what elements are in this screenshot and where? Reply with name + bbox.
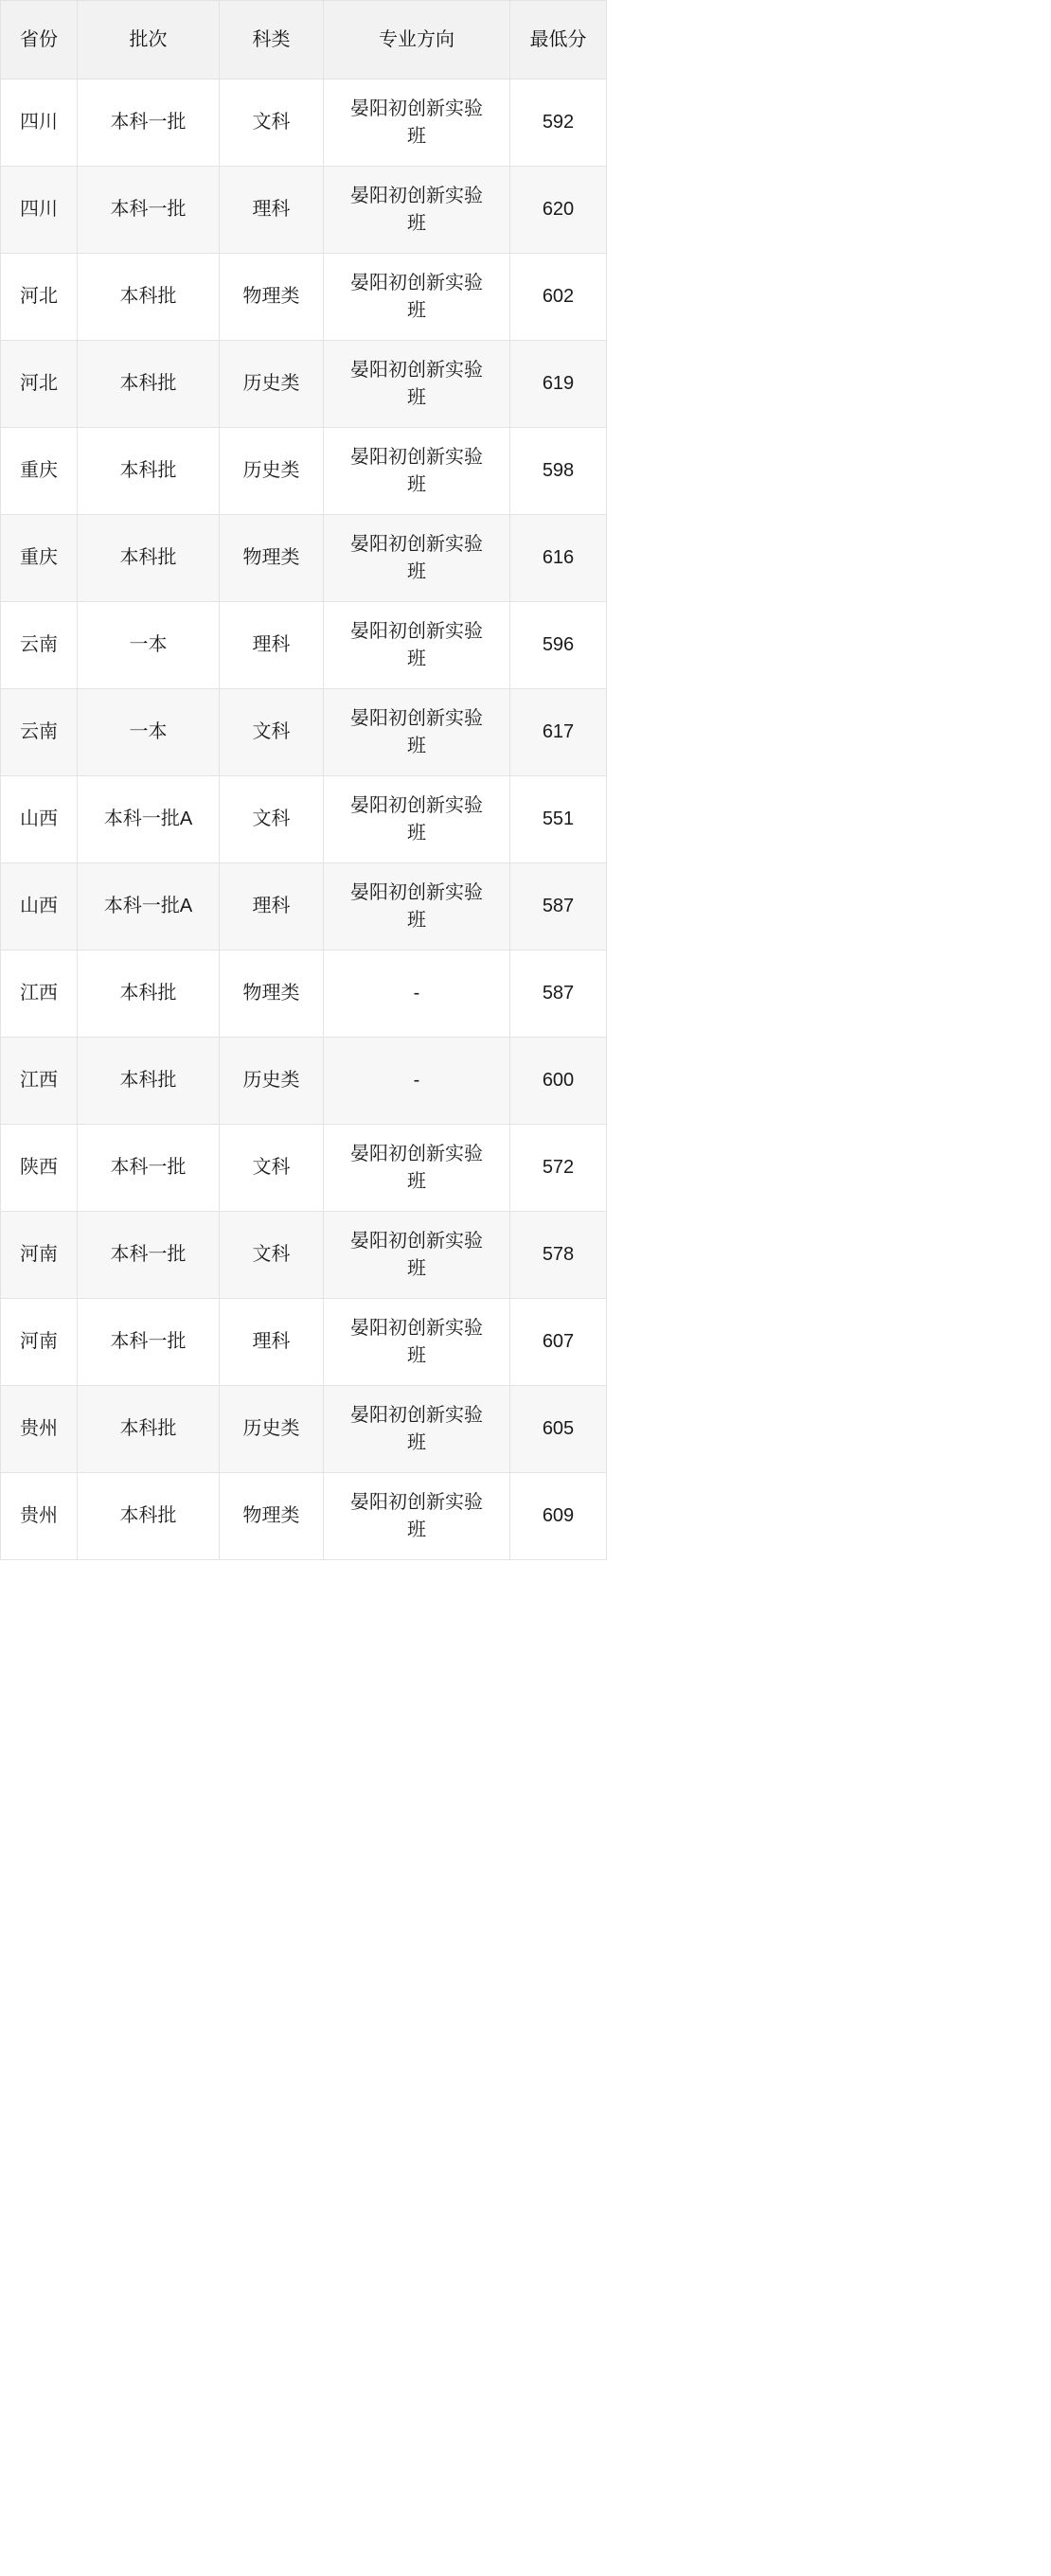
- cell-major: 晏阳初创新实验班: [324, 428, 510, 515]
- cell-min-score: 600: [510, 1038, 607, 1125]
- cell-province: 江西: [1, 1038, 78, 1125]
- cell-category: 文科: [220, 80, 324, 167]
- cell-batch: 本科批: [78, 515, 220, 602]
- cell-category: 理科: [220, 167, 324, 254]
- cell-province: 四川: [1, 80, 78, 167]
- cell-batch: 本科批: [78, 341, 220, 428]
- cell-province: 江西: [1, 950, 78, 1038]
- cell-major: 晏阳初创新实验班: [324, 1299, 510, 1386]
- cell-category: 理科: [220, 602, 324, 689]
- cell-province: 河南: [1, 1299, 78, 1386]
- cell-province: 山西: [1, 863, 78, 950]
- cell-major: 晏阳初创新实验班: [324, 689, 510, 776]
- cell-min-score: 620: [510, 167, 607, 254]
- cell-batch: 本科一批: [78, 167, 220, 254]
- cell-min-score: 578: [510, 1212, 607, 1299]
- cell-min-score: 605: [510, 1386, 607, 1473]
- cell-min-score: 598: [510, 428, 607, 515]
- cell-category: 历史类: [220, 341, 324, 428]
- table-row: [1, 863, 607, 950]
- table-header-row: [1, 1, 607, 80]
- column-header-min-score: 最低分: [510, 1, 607, 80]
- column-header-province: 省份: [1, 1, 78, 80]
- table-row: [1, 1299, 607, 1386]
- cell-major: 晏阳初创新实验班: [324, 602, 510, 689]
- cell-batch: 本科一批: [78, 1299, 220, 1386]
- cell-province: 河北: [1, 254, 78, 341]
- table-row: [1, 515, 607, 602]
- cell-min-score: 617: [510, 689, 607, 776]
- cell-category: 物理类: [220, 1473, 324, 1560]
- cell-category: 文科: [220, 776, 324, 863]
- cell-batch: 本科批: [78, 254, 220, 341]
- column-header-major: 专业方向: [324, 1, 510, 80]
- cell-min-score: 596: [510, 602, 607, 689]
- cell-batch: 本科批: [78, 1386, 220, 1473]
- cell-major: 晏阳初创新实验班: [324, 341, 510, 428]
- table-row: [1, 602, 607, 689]
- cell-batch: 本科批: [78, 950, 220, 1038]
- cell-province: 云南: [1, 602, 78, 689]
- cell-batch: 本科一批A: [78, 776, 220, 863]
- cell-province: 陕西: [1, 1125, 78, 1212]
- cell-category: 物理类: [220, 950, 324, 1038]
- table-row: [1, 1038, 607, 1125]
- cell-province: 河南: [1, 1212, 78, 1299]
- cell-min-score: 616: [510, 515, 607, 602]
- cell-province: 云南: [1, 689, 78, 776]
- cell-min-score: 551: [510, 776, 607, 863]
- cell-batch: 一本: [78, 602, 220, 689]
- cell-major: 晏阳初创新实验班: [324, 167, 510, 254]
- cell-category: 历史类: [220, 1038, 324, 1125]
- cell-province: 山西: [1, 776, 78, 863]
- table-row: [1, 950, 607, 1038]
- table-row: [1, 1212, 607, 1299]
- column-header-category: 科类: [220, 1, 324, 80]
- cell-province: 河北: [1, 341, 78, 428]
- cell-min-score: 602: [510, 254, 607, 341]
- table-row: [1, 1473, 607, 1560]
- cell-major: 晏阳初创新实验班: [324, 1212, 510, 1299]
- cell-province: 重庆: [1, 515, 78, 602]
- cell-category: 历史类: [220, 1386, 324, 1473]
- table-row: [1, 776, 607, 863]
- cell-batch: 本科一批: [78, 80, 220, 167]
- cell-major: 晏阳初创新实验班: [324, 1473, 510, 1560]
- cell-min-score: 619: [510, 341, 607, 428]
- cell-category: 物理类: [220, 515, 324, 602]
- cell-major: 晏阳初创新实验班: [324, 515, 510, 602]
- table-row: [1, 341, 607, 428]
- cell-major: 晏阳初创新实验班: [324, 1386, 510, 1473]
- table-body: [1, 80, 607, 1560]
- cell-province: 贵州: [1, 1473, 78, 1560]
- column-header-batch: 批次: [78, 1, 220, 80]
- cell-min-score: 572: [510, 1125, 607, 1212]
- cell-category: 理科: [220, 863, 324, 950]
- cell-category: 物理类: [220, 254, 324, 341]
- cell-batch: 本科一批: [78, 1212, 220, 1299]
- cell-min-score: 607: [510, 1299, 607, 1386]
- table-header: [1, 1, 607, 80]
- cell-min-score: 587: [510, 863, 607, 950]
- table-row: [1, 689, 607, 776]
- score-table-container: [0, 0, 606, 1560]
- cell-category: 历史类: [220, 428, 324, 515]
- table-row: [1, 254, 607, 341]
- cell-major: -: [324, 950, 510, 1038]
- admission-score-table: [0, 0, 607, 1560]
- cell-major: 晏阳初创新实验班: [324, 863, 510, 950]
- cell-major: 晏阳初创新实验班: [324, 254, 510, 341]
- cell-batch: 本科批: [78, 1038, 220, 1125]
- cell-category: 文科: [220, 1125, 324, 1212]
- cell-province: 重庆: [1, 428, 78, 515]
- cell-category: 理科: [220, 1299, 324, 1386]
- cell-batch: 本科批: [78, 1473, 220, 1560]
- cell-batch: 一本: [78, 689, 220, 776]
- table-row: [1, 1386, 607, 1473]
- cell-major: 晏阳初创新实验班: [324, 1125, 510, 1212]
- cell-province: 四川: [1, 167, 78, 254]
- table-row: [1, 428, 607, 515]
- cell-batch: 本科一批: [78, 1125, 220, 1212]
- cell-major: 晏阳初创新实验班: [324, 80, 510, 167]
- cell-province: 贵州: [1, 1386, 78, 1473]
- cell-min-score: 609: [510, 1473, 607, 1560]
- table-row: [1, 1125, 607, 1212]
- cell-major: 晏阳初创新实验班: [324, 776, 510, 863]
- cell-min-score: 587: [510, 950, 607, 1038]
- cell-min-score: 592: [510, 80, 607, 167]
- cell-batch: 本科一批A: [78, 863, 220, 950]
- cell-category: 文科: [220, 689, 324, 776]
- cell-batch: 本科批: [78, 428, 220, 515]
- table-row: [1, 80, 607, 167]
- cell-major: -: [324, 1038, 510, 1125]
- table-row: [1, 167, 607, 254]
- cell-category: 文科: [220, 1212, 324, 1299]
